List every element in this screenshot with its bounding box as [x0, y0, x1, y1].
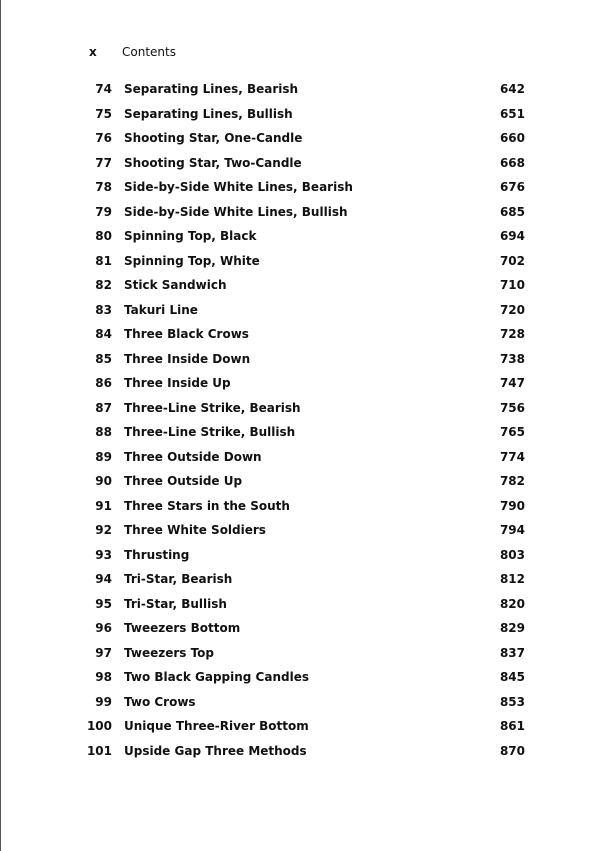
toc-entry-number: 88: [95, 425, 112, 440]
toc-entry-page: 660: [499, 131, 525, 146]
toc-entry[interactable]: [80, 445, 530, 470]
toc-entry-title: Spinning Top, White: [124, 253, 260, 268]
toc-entry-number: 101: [86, 743, 112, 758]
toc-entry-number: 95: [95, 596, 112, 611]
toc-entry-title: Three Black Crows: [124, 327, 249, 342]
page-edge-rule: [0, 0, 1, 851]
toc-entry[interactable]: [80, 567, 530, 592]
toc-entry-title: Three-Line Strike, Bullish: [124, 425, 296, 440]
toc-entry-number: 78: [95, 180, 112, 195]
toc-entry[interactable]: [80, 396, 530, 421]
toc-entry-page: 829: [499, 621, 525, 636]
toc-entry-page: 668: [499, 155, 525, 170]
toc-entry-page: 790: [499, 498, 525, 513]
toc-entry[interactable]: [80, 322, 530, 347]
toc-entry-page: 756: [499, 400, 525, 415]
toc-entry-page: 728: [499, 327, 525, 342]
toc-entry-title: Tweezers Bottom: [124, 621, 241, 636]
toc-entry[interactable]: [80, 690, 530, 715]
toc-entry-page: 738: [499, 351, 525, 366]
toc-entry-page: 870: [499, 743, 525, 758]
toc-entry-page: 676: [499, 180, 525, 195]
table-of-contents: [80, 77, 530, 763]
toc-entry[interactable]: [80, 77, 530, 102]
toc-entry-title: Spinning Top, Black: [124, 229, 257, 244]
toc-entry-title: Separating Lines, Bullish: [124, 106, 293, 121]
toc-entry-title: Side-by-Side White Lines, Bullish: [124, 204, 348, 219]
toc-entry-title: Stick Sandwich: [124, 278, 227, 293]
toc-entry-number: 85: [95, 351, 112, 366]
toc-entry-title: Thrusting: [124, 547, 190, 562]
toc-entry-title: Three Inside Down: [124, 351, 251, 366]
toc-entry[interactable]: [80, 102, 530, 127]
toc-entry-number: 87: [95, 400, 112, 415]
toc-entry[interactable]: [80, 641, 530, 666]
toc-entry-title: Three White Soldiers: [124, 523, 266, 538]
toc-entry-page: 651: [499, 106, 525, 121]
toc-entry[interactable]: [80, 249, 530, 274]
toc-entry[interactable]: [80, 616, 530, 641]
toc-entry[interactable]: [80, 592, 530, 617]
toc-entry-title: Two Black Gapping Candles: [124, 670, 309, 685]
toc-entry[interactable]: [80, 273, 530, 298]
running-header: [89, 45, 176, 59]
toc-entry-title: Side-by-Side White Lines, Bearish: [124, 180, 353, 195]
toc-entry-number: 90: [95, 474, 112, 489]
toc-entry-page: 747: [499, 376, 525, 391]
toc-entry-number: 82: [95, 278, 112, 293]
toc-entry-number: 76: [95, 131, 112, 146]
toc-entry-title: Separating Lines, Bearish: [124, 82, 299, 97]
toc-entry-title: Upside Gap Three Methods: [124, 743, 307, 758]
toc-entry-number: 98: [95, 670, 112, 685]
toc-entry-title: Three-Line Strike, Bearish: [124, 400, 301, 415]
toc-entry-number: 96: [95, 621, 112, 636]
toc-entry-number: 93: [95, 547, 112, 562]
toc-entry-number: 86: [95, 376, 112, 391]
toc-entry-number: 75: [95, 106, 112, 121]
toc-entry-page: 642: [499, 82, 525, 97]
toc-entry[interactable]: [80, 298, 530, 323]
toc-entry[interactable]: [80, 518, 530, 543]
toc-entry-page: 685: [499, 204, 525, 219]
toc-entry-page: 694: [499, 229, 525, 244]
toc-entry-number: 74: [95, 82, 112, 97]
toc-entry[interactable]: [80, 714, 530, 739]
toc-entry-page: 853: [499, 694, 525, 709]
toc-entry[interactable]: [80, 224, 530, 249]
toc-entry[interactable]: [80, 175, 530, 200]
toc-entry-title: Three Outside Up: [124, 474, 243, 489]
toc-entry-title: Shooting Star, Two-Candle: [124, 155, 302, 170]
toc-entry-number: 83: [95, 302, 112, 317]
toc-entry-page: 765: [499, 425, 525, 440]
toc-entry-number: 97: [95, 645, 112, 660]
toc-entry-page: 774: [499, 449, 525, 464]
toc-entry-page: 861: [499, 719, 525, 734]
toc-entry-page: 720: [499, 302, 525, 317]
toc-entry-number: 91: [95, 498, 112, 513]
toc-entry[interactable]: [80, 151, 530, 176]
toc-entry[interactable]: [80, 420, 530, 445]
toc-entry[interactable]: [80, 494, 530, 519]
toc-entry-page: 702: [499, 253, 525, 268]
toc-entry-title: Two Crows: [124, 694, 196, 709]
toc-entry-title: Three Inside Up: [124, 376, 231, 391]
toc-entry[interactable]: [80, 665, 530, 690]
toc-entry-title: Takuri Line: [124, 302, 198, 317]
toc-entry-title: Three Stars in the South: [124, 498, 290, 513]
toc-entry-number: 84: [95, 327, 112, 342]
toc-entry-title: Tri-Star, Bearish: [124, 572, 233, 587]
toc-entry[interactable]: [80, 126, 530, 151]
toc-entry-page: 803: [499, 547, 525, 562]
toc-entry[interactable]: [80, 543, 530, 568]
toc-entry-number: 99: [95, 694, 112, 709]
toc-entry-title: Tweezers Top: [124, 645, 215, 660]
toc-entry-page: 710: [499, 278, 525, 293]
toc-entry-number: 80: [95, 229, 112, 244]
toc-entry-number: 77: [95, 155, 112, 170]
page-number: x: [89, 45, 97, 59]
toc-entry-number: 79: [95, 204, 112, 219]
toc-entry[interactable]: [80, 347, 530, 372]
toc-entry[interactable]: [80, 739, 530, 764]
section-title: Contents: [122, 45, 176, 59]
toc-entry-number: 100: [86, 719, 112, 734]
toc-entry-number: 92: [95, 523, 112, 538]
toc-entry[interactable]: [80, 371, 530, 396]
toc-entry[interactable]: [80, 469, 530, 494]
toc-entry-number: 81: [95, 253, 112, 268]
toc-entry-page: 794: [499, 523, 525, 538]
toc-entry-page: 820: [499, 596, 525, 611]
toc-entry-page: 782: [499, 474, 525, 489]
toc-entry-page: 837: [499, 645, 525, 660]
toc-entry-page: 845: [499, 670, 525, 685]
toc-entry-title: Tri-Star, Bullish: [124, 596, 227, 611]
toc-entry-page: 812: [499, 572, 525, 587]
toc-entry-title: Unique Three-River Bottom: [124, 719, 309, 734]
toc-entry-title: Shooting Star, One-Candle: [124, 131, 303, 146]
toc-entry-number: 89: [95, 449, 112, 464]
toc-entry-number: 94: [95, 572, 112, 587]
toc-entry[interactable]: [80, 200, 530, 225]
toc-entry-title: Three Outside Down: [124, 449, 262, 464]
